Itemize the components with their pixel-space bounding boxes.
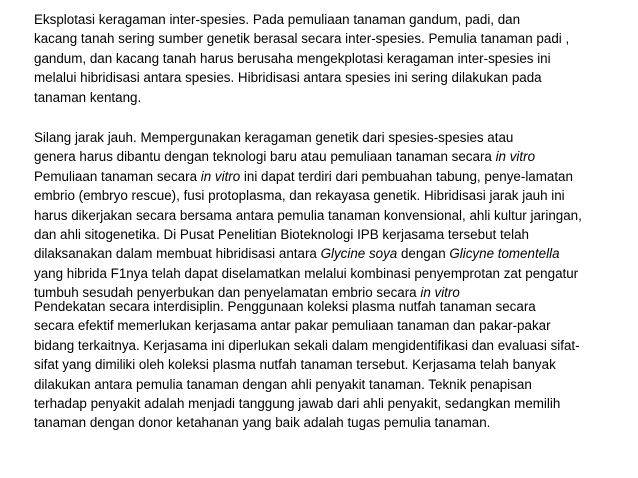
paragraph-interdisciplinary-approach <box>34 297 580 433</box>
text-segment: dan ahli sitogenetika. Di Pusat Penelitian Bioteknologi IPB kerjasama tersebut telah <box>34 226 530 242</box>
text-line <box>34 88 569 107</box>
text-segment: Eksplotasi keragaman inter-spesies. Pada pemuliaan tanaman gandum, padi, dan <box>34 12 521 27</box>
text-segment: Pendekatan secara interdisiplin. Penggunaan koleksi plasma nutfah tanaman secara <box>34 299 536 314</box>
text-line <box>34 206 582 225</box>
text-line <box>34 336 580 355</box>
text-line <box>34 355 580 374</box>
italic-term: in vitro <box>420 285 460 301</box>
text-segment: dilakukan antara pemulia tanaman dengan ahli penyakit tanaman. Teknik penapisan <box>34 376 532 392</box>
text-line <box>34 297 580 316</box>
paragraph-interspecies-exploitation <box>34 10 569 107</box>
text-segment: ini dapat terdiri dari pembuahan tabung, penye-lamatan <box>240 168 573 184</box>
text-line <box>34 225 582 244</box>
text-segment: terhadap penyakit adalah menjadi tanggung jawab dari ahli penyakit, sedangkan memilih <box>34 395 561 411</box>
text-segment: melalui hibridisasi antara spesies. Hibridisasi antara spesies ini sering dilakukan pada <box>34 70 542 86</box>
text-line <box>34 147 582 166</box>
text-segment: bidang terkaitnya. Kerjasama ini diperlukan sekali dalam mengidentifikasi dan evaluasi sifat- <box>34 337 580 353</box>
text-line <box>34 29 569 48</box>
paragraph-wide-crossing <box>34 128 582 303</box>
text-line <box>34 167 582 186</box>
text-segment: dilaksanakan dalam membuat hibridisasi antara <box>34 246 321 262</box>
text-segment: dengan <box>397 246 450 262</box>
text-line <box>34 375 580 394</box>
text-segment: Silang jarak jauh. Mempergunakan keragaman genetik dari spesies-spesies atau <box>34 130 514 145</box>
text-line <box>34 244 582 263</box>
italic-term: Glicyne tomentella <box>449 246 560 262</box>
text-line <box>34 68 569 87</box>
text-segment: kacang tanah sering sumber genetik berasal secara inter-spesies. Pemulia tanaman padi , <box>34 31 570 47</box>
text-line <box>34 316 580 335</box>
italic-term: Glycine soya <box>320 246 398 262</box>
text-line <box>34 186 582 205</box>
text-segment: gandum, dan kacang tanah harus berusaha mengekplotasi keragaman inter-spesies ini <box>34 50 551 66</box>
text-line <box>34 10 569 29</box>
text-segment: tanaman dengan donor ketahanan yang baik adalah tugas pemulia tanaman. <box>34 415 491 431</box>
italic-term: in vitro <box>200 168 241 184</box>
text-segment: tumbuh sesudah penyerbukan dan penyelamatan embrio secara <box>34 285 421 301</box>
italic-term: in vitro <box>495 149 536 165</box>
text-segment: tanaman kentang. <box>34 89 142 105</box>
text-segment: secara efektif memerlukan kerjasama antar pakar pemuliaan tanaman dan pakar-pakar <box>34 318 551 334</box>
text-line <box>34 413 580 432</box>
text-segment: yang hibrida F1nya telah dapat diselamatkan melalui kombinasi penyemprotan zat pengatur <box>34 265 579 281</box>
text-segment: Pemuliaan tanaman secara <box>34 168 201 184</box>
text-line <box>34 394 580 413</box>
text-segment: harus dikerjakan secara bersama antara pemulia tanaman konvensional, ahli kultur jaringan, <box>34 207 582 223</box>
text-line <box>34 128 582 147</box>
text-segment: genera harus dibantu dengan teknologi baru atau pemuliaan tanaman secara <box>34 149 496 165</box>
text-segment: embrio (embryo rescue), fusi protoplasma, dan rekayasa genetik. Hibridisasi jarak jauh ini <box>34 188 565 204</box>
text-line <box>34 264 582 283</box>
text-line <box>34 49 569 68</box>
text-segment: sifat yang dimiliki oleh koleksi plasma nutfah tanaman tersebut. Kerjasama telah banyak <box>34 357 556 373</box>
